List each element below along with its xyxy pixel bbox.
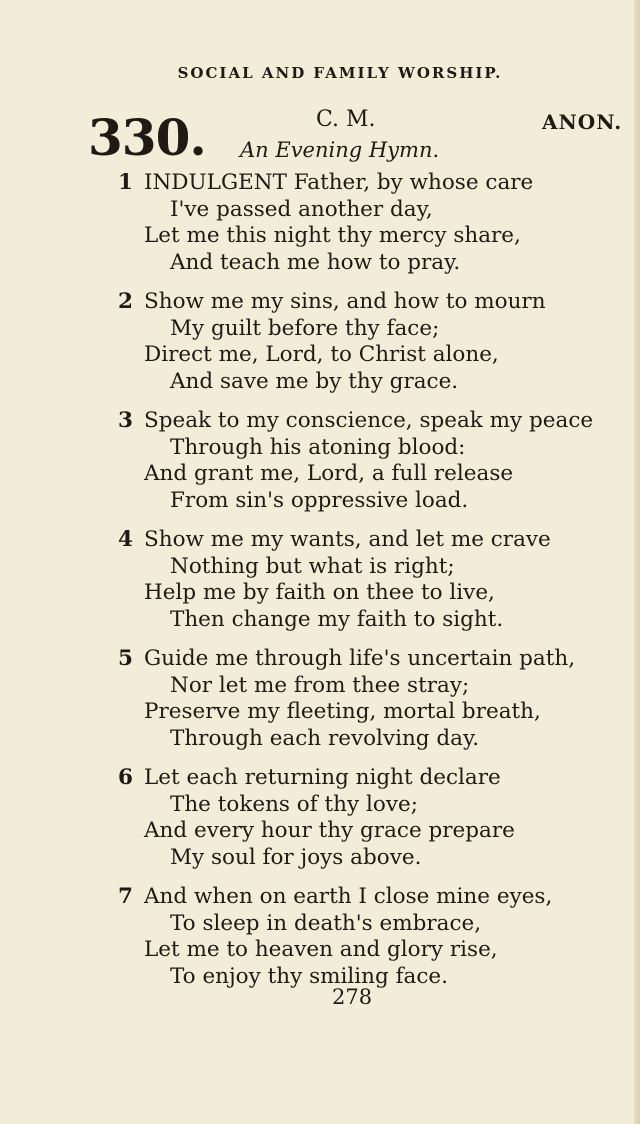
verse-number: 4: [118, 527, 133, 552]
verse-line: [0, 170, 640, 197]
verse-line-text: Show me my sins, and how to mourn: [144, 289, 546, 314]
verse-line: Then change my faith to sight.: [170, 606, 504, 632]
verse-line-text: Let each returning night declare: [144, 765, 501, 790]
verse-line: [0, 646, 640, 673]
verse-line: Through each revolving day.: [170, 725, 480, 751]
verse: [0, 884, 640, 990]
verse-line: [0, 289, 640, 316]
verse-line: To sleep in death's embrace,: [170, 910, 482, 936]
verse-line: Preserve my fleeting, mortal breath,: [144, 699, 541, 724]
verse-number: 2: [118, 289, 133, 314]
verse-line: Nothing but what is right;: [170, 553, 455, 579]
verse-line: From sin's oppressive load.: [170, 487, 469, 513]
verse-line: Help me by faith on thee to live,: [144, 580, 495, 605]
verse-line: And every hour thy grace prepare: [144, 818, 515, 843]
verse-line: Through his atoning blood:: [170, 434, 466, 460]
verse-line: Direct me, Lord, to Christ alone,: [144, 342, 499, 367]
verse: [0, 527, 640, 633]
verse-line: Let me this night thy mercy share,: [144, 223, 521, 248]
verse-line: [0, 527, 640, 554]
verse: [0, 170, 640, 276]
verse-line: [0, 765, 640, 792]
verse-line-text: And when on earth I close mine eyes,: [144, 884, 553, 909]
verse-line-text: INDULGENT Father, by whose care: [144, 170, 534, 195]
hymn-author: ANON.: [542, 110, 623, 134]
verses: [0, 170, 640, 1003]
verse-line: And teach me how to pray.: [170, 249, 461, 275]
verse-line: Let me to heaven and glory rise,: [144, 937, 498, 962]
verse-line-text: Show me my wants, and let me crave: [144, 527, 551, 552]
verse-number: 6: [118, 765, 133, 790]
verse: [0, 408, 640, 514]
verse-line: [0, 408, 640, 435]
hymn-title: An Evening Hymn.: [240, 138, 440, 162]
verse-number: 3: [118, 408, 133, 433]
hymn-meter: C. M.: [316, 107, 376, 132]
verse-line: And grant me, Lord, a full release: [144, 461, 514, 486]
hymn-number: 330.: [88, 108, 206, 167]
verse: [0, 289, 640, 395]
verse-number: 5: [118, 646, 133, 671]
verse-number: 7: [118, 884, 133, 909]
verse: [0, 765, 640, 871]
verse-line: Nor let me from thee stray;: [170, 672, 470, 698]
verse-line: To enjoy thy smiling face.: [170, 963, 448, 989]
verse-line: [0, 884, 640, 911]
verse-number: 1: [118, 170, 133, 195]
running-header: SOCIAL AND FAMILY WORSHIP.: [177, 64, 503, 82]
verse-line-text: Guide me through life's uncertain path,: [144, 646, 576, 671]
page-number: 278: [332, 985, 373, 1009]
verse-line: The tokens of thy love;: [170, 791, 418, 817]
verse-line: And save me by thy grace.: [170, 368, 459, 394]
verse-line: My soul for joys above.: [170, 844, 422, 870]
page-edge: [634, 0, 640, 1124]
verse-line: My guilt before thy face;: [170, 315, 440, 341]
verse: [0, 646, 640, 752]
verse-line: I've passed another day,: [170, 196, 433, 222]
verse-line-text: Speak to my conscience, speak my peace: [144, 408, 594, 433]
